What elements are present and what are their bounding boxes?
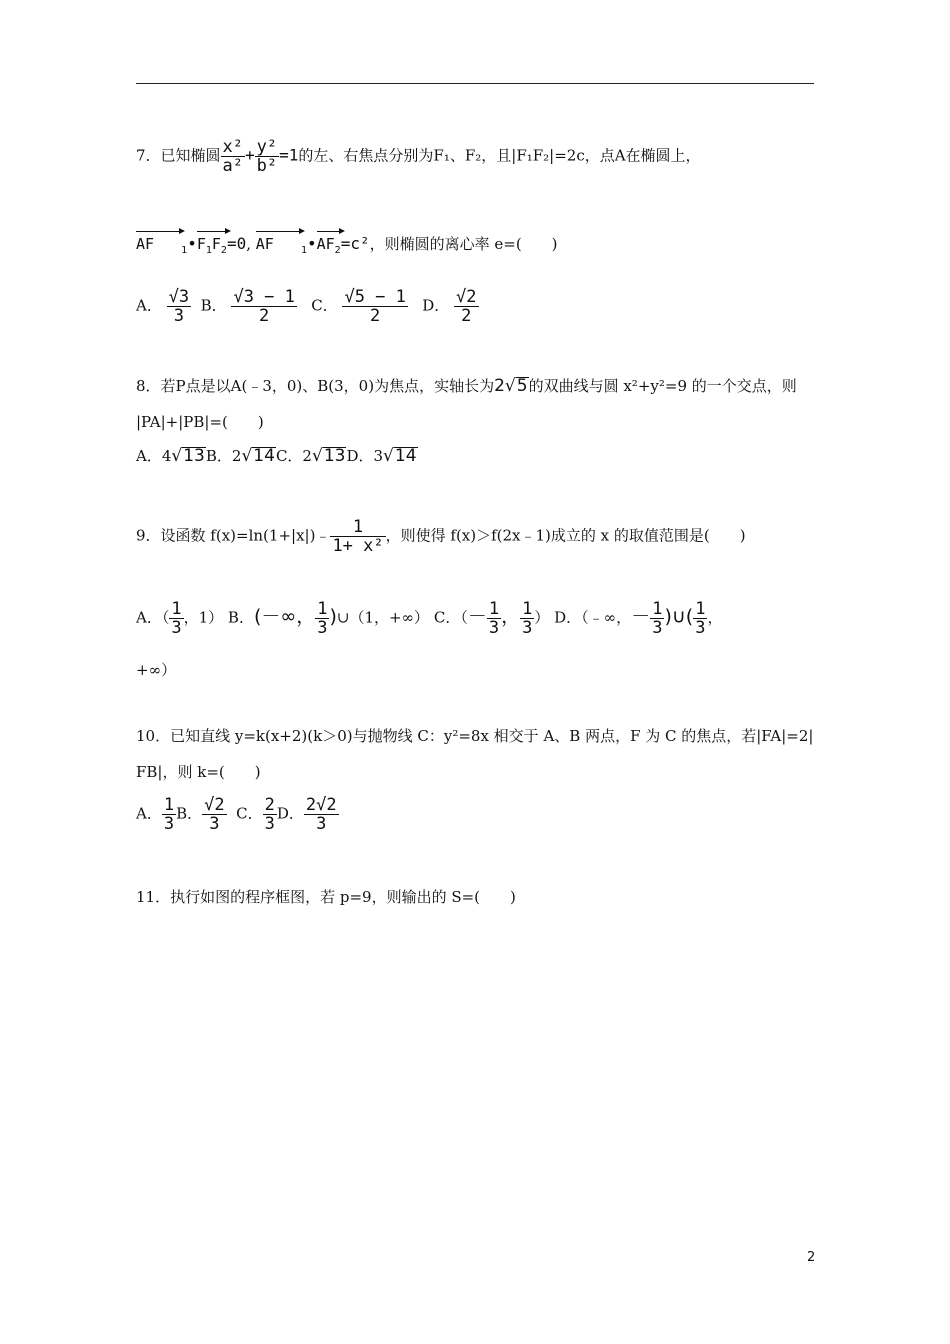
q9-line1: 9．设函数 f(x)=ln(1+|x|)﹣ $\frac{1}{\text{1+ x²}}$ ，则使得 f(x)＞f(2x﹣1)成立的 x 的取值范围是( ) <box>136 517 746 556</box>
page-number: 2 <box>807 1250 816 1265</box>
q10-option-a: A． <box>136 804 162 823</box>
q9-option-d: D．（﹣∞， <box>554 608 632 627</box>
q7-option-d: $\frac{√2}{2}$ <box>456 287 477 326</box>
q8-line2: |PA|+|PB|=( ) <box>136 413 264 431</box>
q7-option-a: $\frac{√3}{3}$ <box>168 287 190 326</box>
q7-option-b-label: B． <box>200 296 227 315</box>
q9-option-b: B． <box>227 608 254 627</box>
q9-options: A．（ $\frac{1}{3}$ ，1） B．(－∞， $\frac{1}{3}$ )∪（1，+∞） C．（－ $\frac{1}{3}$ ， $\frac{1}{3}$ ） D．（﹣∞，－ $\frac{1}{3}$ )∪( $\frac{1}{3}$ ， <box>136 599 723 638</box>
q7-option-c: $\frac{√5 - 1}{2}$ <box>344 287 406 326</box>
q8-option-a: A．4 <box>136 447 172 465</box>
q9-option-a: A．（ <box>136 608 170 627</box>
q7-vec-af1: AF <box>136 230 181 254</box>
q10-option-d: D． <box>276 804 304 823</box>
q7-options <box>136 288 479 325</box>
q7-line2: AF $_1•F_1F_2=0$, AF $_1•AF_2=c^2$，则椭圆的离心率 e=( ) <box>136 230 558 261</box>
q7-vec-f1f2: $F_1F_2$ <box>197 230 227 261</box>
q7-stem-question: ，则椭圆的离心率 e=( ) <box>369 235 558 253</box>
q7-stem-start: 7．已知椭圆 <box>136 146 221 165</box>
header-rule <box>136 83 814 84</box>
q8-sqrt5: 2√5 <box>494 376 528 396</box>
q10-line2: FB|，则 k=( ) <box>136 763 261 781</box>
q7-option-d-label: D． <box>422 296 450 315</box>
q8-options: A．4√13B．2√14C．2√13D．3√14 <box>136 446 417 466</box>
q7-option-a-label: A． <box>136 296 162 315</box>
q8-option-c: C．2 <box>275 447 312 465</box>
q8-option-d: D．3 <box>346 447 384 465</box>
q7-vec-af2: $AF_2$ <box>317 230 341 261</box>
q7-line1: 7．已知椭圆 $\frac{\text{x²}}{\text{a²}}$ + $\frac{\text{y²}}{\text{b²}}$ =1的左、右焦点分别为F₁、F₂，且|F₁F₂|=2c，点A在椭圆上， <box>136 137 701 176</box>
q7-option-b: $\frac{√3 - 1}{2}$ <box>233 287 295 326</box>
q8-option-b: B．2 <box>205 447 242 465</box>
q9-option-c: C．（ <box>433 608 468 627</box>
q7-vec-af1b: AF <box>256 230 301 254</box>
q9-fraction: $\frac{1}{\text{1+ x²}}$ <box>332 517 384 556</box>
q10-line1: 10．已知直线 y=k(x+2)(k＞0)与抛物线 C：y²=8x 相交于 A、B 两点，F 为 C 的焦点，若|FA|=2| <box>136 727 814 745</box>
q11-line1: 11．执行如图的程序框图，若 p=9，则输出的 S=( ) <box>136 888 516 906</box>
q7-option-c-label: C． <box>311 296 338 315</box>
q10-option-b: B． <box>176 804 203 823</box>
q7-frac-y: $\frac{\text{y²}}{\text{b²}}$ <box>256 137 278 176</box>
q8-line1: 8．若P点是以A(﹣3，0)、B(3，0)为焦点，实轴长为2√5的双曲线与圆 x²+y²=9 的一个交点，则 <box>136 376 797 396</box>
q10-option-c: C． <box>236 804 263 823</box>
q7-stem-end: 的左、右焦点分别为F₁、F₂，且|F₁F₂|=2c，点A在椭圆上， <box>298 146 701 165</box>
q7-frac-x: $\frac{\text{x²}}{\text{a²}}$ <box>222 137 244 176</box>
q9-line3: +∞） <box>136 661 177 679</box>
q10-options: A． $\frac{1}{3}$ B． $\frac{√2}{3}$ C． $\frac{2}{3}$ D． $\frac{2√2}{3}$ <box>136 795 337 834</box>
